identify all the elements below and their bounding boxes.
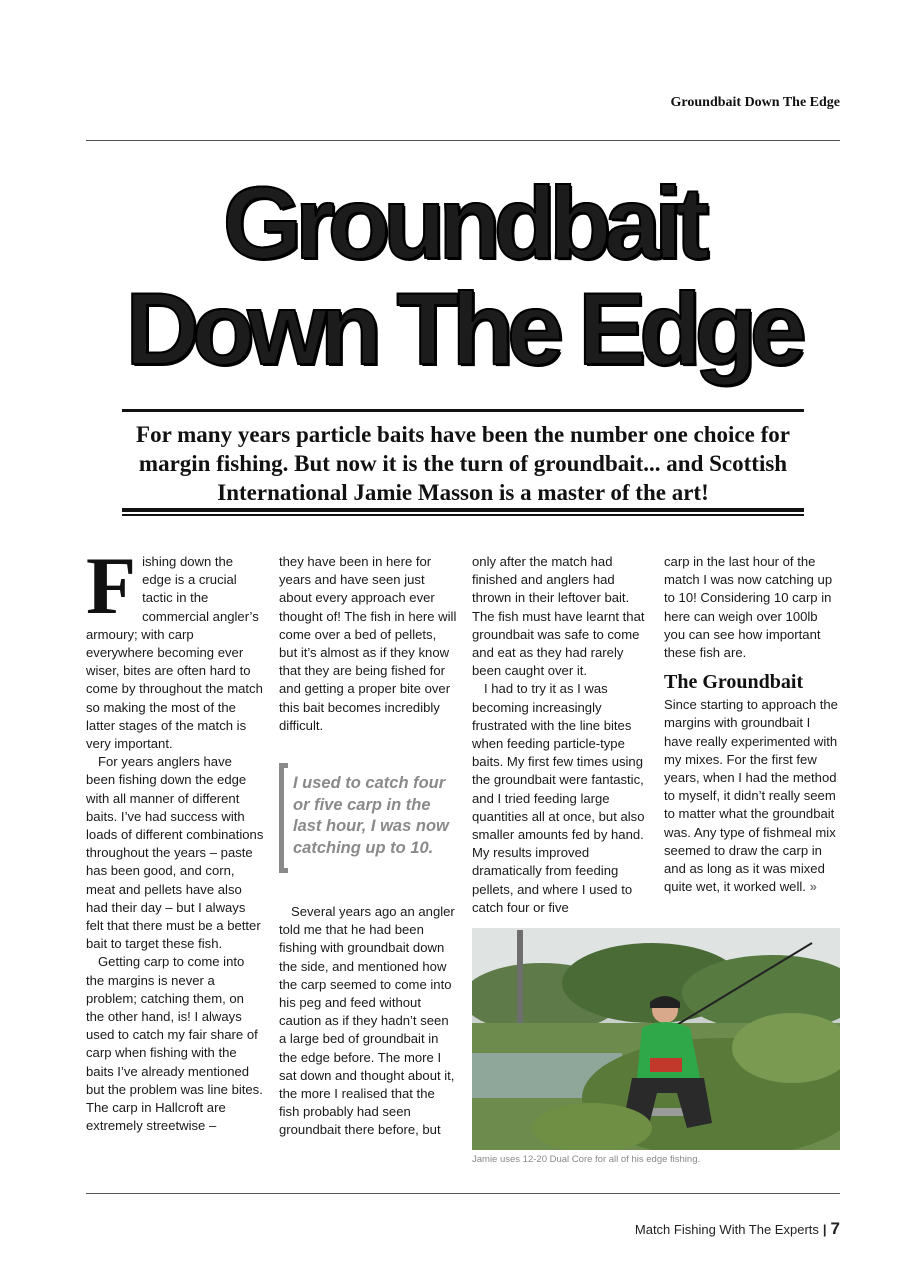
article-column-3 bbox=[472, 553, 650, 917]
top-divider bbox=[86, 140, 840, 141]
article-column-1 bbox=[86, 540, 264, 1136]
pull-quote-text: I used to catch four or five carp in the last hour, I was now catching up to 10. bbox=[293, 774, 449, 857]
paragraph: only after the match had finished and anglers had thrown in their leftover bait. The fish must have learnt that groundbait was safe to come and eat as they had rarely been caught over it. bbox=[472, 554, 645, 679]
running-head: Groundbait Down The Edge bbox=[670, 95, 840, 110]
publication-name: Match Fishing With The Experts bbox=[634, 1222, 819, 1237]
headline-line-2: Down The Edge bbox=[125, 272, 800, 386]
paragraph: ishing down the edge is a crucial tactic in the commercial angler’s armoury; with carp everywhere becoming ever wiser, bites are often hard to come by throughout the match so making the most of the latter stages of the match is very important. bbox=[86, 554, 263, 752]
page-number: 7 bbox=[830, 1219, 840, 1238]
continue-arrow-icon: » bbox=[809, 879, 817, 895]
headline-line-1: Groundbait bbox=[222, 166, 703, 280]
paragraph: they have been in here for years and have seen just about every approach ever thought of! The fish in here will come over a bed of pellets, but it’s almost as if they know that they are being fished for and getting a proper bite over this bait becomes incredibly difficult. bbox=[279, 554, 457, 733]
pull-quote bbox=[279, 763, 457, 875]
paragraph-text: Since starting to approach the margins with groundbait I have really experimented with my mixes. For the first few years, when I had the method to myself, it didn’t really seem to matter what the groundbait was. Any type of fishmeal mix seemed to draw the carp in and as long as it was mixed quite wet, it worked well. bbox=[664, 697, 838, 895]
article-column-4 bbox=[664, 553, 842, 896]
article-column-2 bbox=[279, 553, 457, 1140]
angler-photo bbox=[472, 928, 840, 1150]
paragraph: I had to try it as I was becoming increasingly frustrated with the line bites when feeding particle-type baits. My first few times using the groundbait were fantastic, and I tried feeding large quantities all at once, but also smaller amounts fed by hand. My results improved dramatically from feeding pellets, and where I used to catch four or five bbox=[472, 681, 645, 915]
subheading: The Groundbait bbox=[664, 671, 804, 694]
photo-caption: Jamie uses 12-20 Dual Core for all of his edge fishing. bbox=[472, 1154, 701, 1165]
footer bbox=[635, 1219, 840, 1239]
footer-separator: | bbox=[822, 1222, 827, 1237]
paragraph: carp in the last hour of the match I was now catching up to 10! Considering 10 carp in here can weigh over 100lb you can see how important these fish are. bbox=[664, 554, 833, 661]
standfirst: For many years particle baits have been the number one choice for margin fishing. But now it is the turn of groundbait... and Scottish International Jamie Masson is a master of the art! bbox=[136, 422, 790, 505]
quote-bracket-icon bbox=[279, 763, 288, 873]
standfirst-rule-bottom-thin bbox=[122, 514, 804, 516]
paragraph bbox=[664, 696, 842, 896]
paragraph: Getting carp to come into the margins is never a problem; catching them, on the other hand, is! I always used to catch my fair share of carp when fishing with the baits I’ve already mentioned but the problem was line bites. The carp in Hallcroft are extremely streetwise – bbox=[86, 954, 263, 1134]
bottom-divider bbox=[86, 1193, 840, 1194]
paragraph: Several years ago an angler told me that he had been fishing with groundbait down the side, and mentioned how the carp seemed to come into his peg and feed without caution as if they hadn’t seen a large bed of groundbait in the edge before. The more I sat down and thought about it, the more I realised that the fish probably had seen groundbait there before, but bbox=[279, 904, 455, 1138]
drop-cap: F bbox=[86, 540, 137, 631]
standfirst-rule-bottom bbox=[122, 508, 804, 512]
standfirst-rule-top bbox=[122, 409, 804, 412]
paragraph: For years anglers have been fishing down the edge with all manner of different baits. I’ve had success with loads of different combinations throughout the years – paste has been good, and corn, meat and pellets have also had their day – but I always felt that there must be a better bait to target these fish. bbox=[86, 754, 264, 952]
